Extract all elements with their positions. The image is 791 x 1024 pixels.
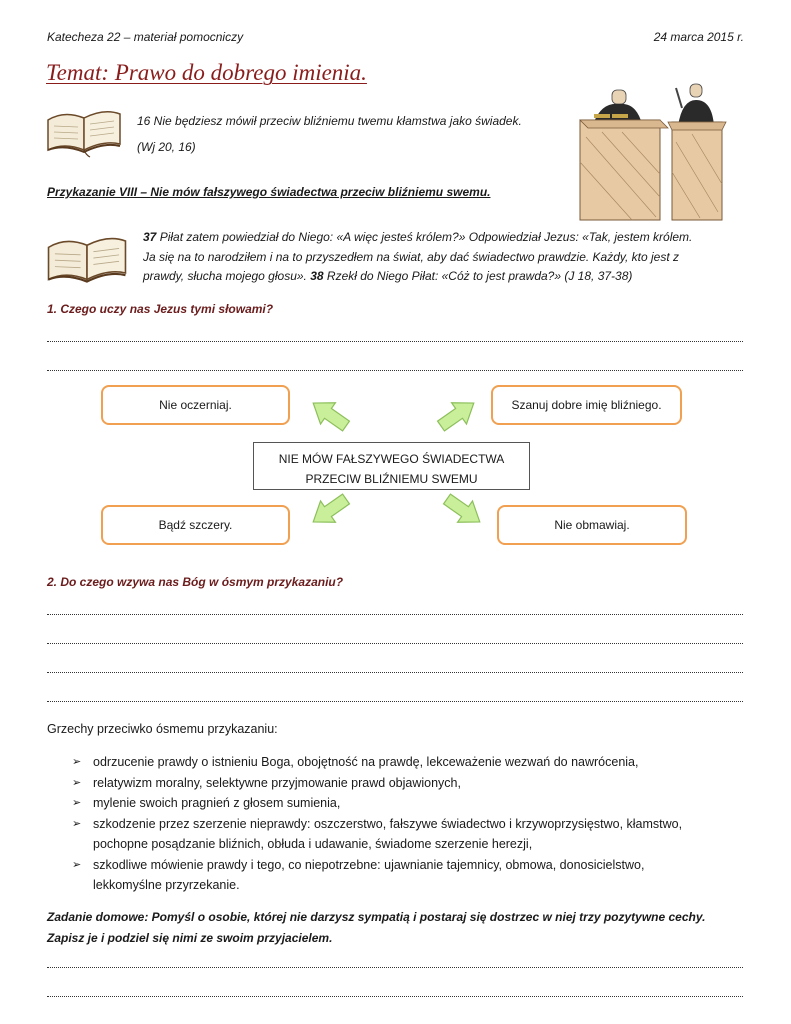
box-nie-oczerniaj: Nie oczerniaj. bbox=[101, 385, 290, 425]
list-item-text: szkodliwe mówienie prawdy i tego, co niepotrzebne: ujawnianie tajemnicy, obmowa, donosicielstwo, bbox=[93, 857, 645, 872]
arrow-bullet-icon: ➢ bbox=[72, 776, 82, 789]
arrow-bullet-icon: ➢ bbox=[72, 797, 82, 809]
answer-line[interactable] bbox=[47, 967, 743, 968]
commandment-heading: Przykazanie VIII – Nie mów fałszywego świadectwa przeciw bliźniemu swemu. bbox=[47, 185, 491, 199]
arrow-top-right-icon bbox=[434, 392, 482, 436]
answer-line[interactable] bbox=[47, 614, 743, 615]
sins-list bbox=[47, 752, 747, 896]
homework-line-1: Zadanie domowe: Pomyśl o osobie, której nie darzysz sympatią i postaraj się dostrzec w niej trzy pozytywne cechy. bbox=[47, 910, 706, 924]
arrow-top-left-icon bbox=[306, 392, 354, 436]
list-item bbox=[47, 793, 747, 814]
arrow-bottom-left-icon bbox=[306, 488, 354, 532]
box-nie-obmawiaj: Nie obmawiaj. bbox=[497, 505, 687, 545]
homework-line-2: Zapisz je i podziel się nimi ze swoim przyjacielem. bbox=[47, 931, 333, 945]
box-badz-szczery: Bądź szczery. bbox=[101, 505, 290, 545]
answer-line[interactable] bbox=[47, 672, 743, 673]
arrow-bullet-icon: ➢ bbox=[72, 858, 82, 871]
verse-number-37: 37 bbox=[143, 230, 157, 244]
center-line-2: PRZECIW BLIŹNIEMU SWEMU bbox=[305, 472, 478, 486]
homework bbox=[47, 907, 767, 949]
question-2: 2. Do czego wzywa nas Bóg w ósmym przykazaniu? bbox=[47, 575, 344, 589]
quote-exodus-text: 16 Nie będziesz mówił przeciw bliźniemu twemu kłamstwa jako świadek. bbox=[137, 114, 522, 128]
quote-john-text1: Piłat zatem powiedział do Niego: «A więc jesteś królem?» Odpowiedział Jezus: «Tak, jestem królem. bbox=[156, 230, 693, 244]
sins-heading: Grzechy przeciwko ósmemu przykazaniu: bbox=[47, 722, 278, 736]
quote-john-line2: Ja się na to narodziłem i na to przyszedłem na świat, aby dać świadectwo prawdzie. Każdy, kto jest z bbox=[143, 250, 680, 264]
arrow-bullet-icon: ➢ bbox=[72, 817, 82, 830]
list-item-text: odrzucenie prawdy o istnieniu Boga, obojętność na prawdę, lekceważenie wezwań do nawrócenia, bbox=[93, 755, 639, 769]
list-item-text-cont: pochopne posądzanie bliźnich, obłuda i udawanie, świadome szerzenie herezji, bbox=[93, 837, 533, 851]
page-title: Temat: Prawo do dobrego imienia. bbox=[46, 60, 367, 85]
list-item bbox=[47, 814, 747, 855]
list-item bbox=[47, 752, 747, 773]
answer-line[interactable] bbox=[47, 701, 743, 702]
list-item-text: mylenie swoich pragnień z głosem sumienia, bbox=[93, 796, 341, 810]
list-item bbox=[47, 773, 747, 794]
answer-line[interactable] bbox=[47, 643, 743, 644]
list-item-text: szkodzenie przez szerzenie nieprawdy: oszczerstwo, fałszywe świadectwo i krzywoprzysięstwo, kłamstwo, bbox=[93, 816, 683, 831]
header-date: 24 marca 2015 r. bbox=[653, 30, 744, 44]
quote-john-text3b: Rzekł do Niego Piłat: «Cóż to jest prawda?» (J 18, 37-38) bbox=[323, 269, 633, 283]
arrow-bottom-right-icon bbox=[440, 488, 488, 532]
quote-exodus-ref: (Wj 20, 16) bbox=[137, 140, 196, 154]
list-item bbox=[47, 855, 747, 896]
answer-line[interactable] bbox=[47, 996, 743, 997]
arrow-bullet-icon: ➢ bbox=[72, 756, 82, 768]
header-left: Katecheza 22 – materiał pomocniczy bbox=[47, 30, 244, 44]
list-item-text-cont: lekkomyślne przyrzekanie. bbox=[93, 878, 240, 892]
center-line-1: NIE MÓW FAŁSZYWEGO ŚWIADECTWA bbox=[278, 452, 505, 466]
box-szanuj-dobre-imie: Szanuj dobre imię bliźniego. bbox=[491, 385, 682, 425]
question-1: 1. Czego uczy nas Jezus tymi słowami? bbox=[47, 302, 274, 316]
quote-john-text3a: prawdy, słucha mojego głosu». bbox=[143, 269, 311, 283]
verse-number-38: 38 bbox=[310, 269, 324, 283]
list-item-text: relatywizm moralny, selektywne przyjmowanie prawd objawionych, bbox=[93, 775, 461, 790]
